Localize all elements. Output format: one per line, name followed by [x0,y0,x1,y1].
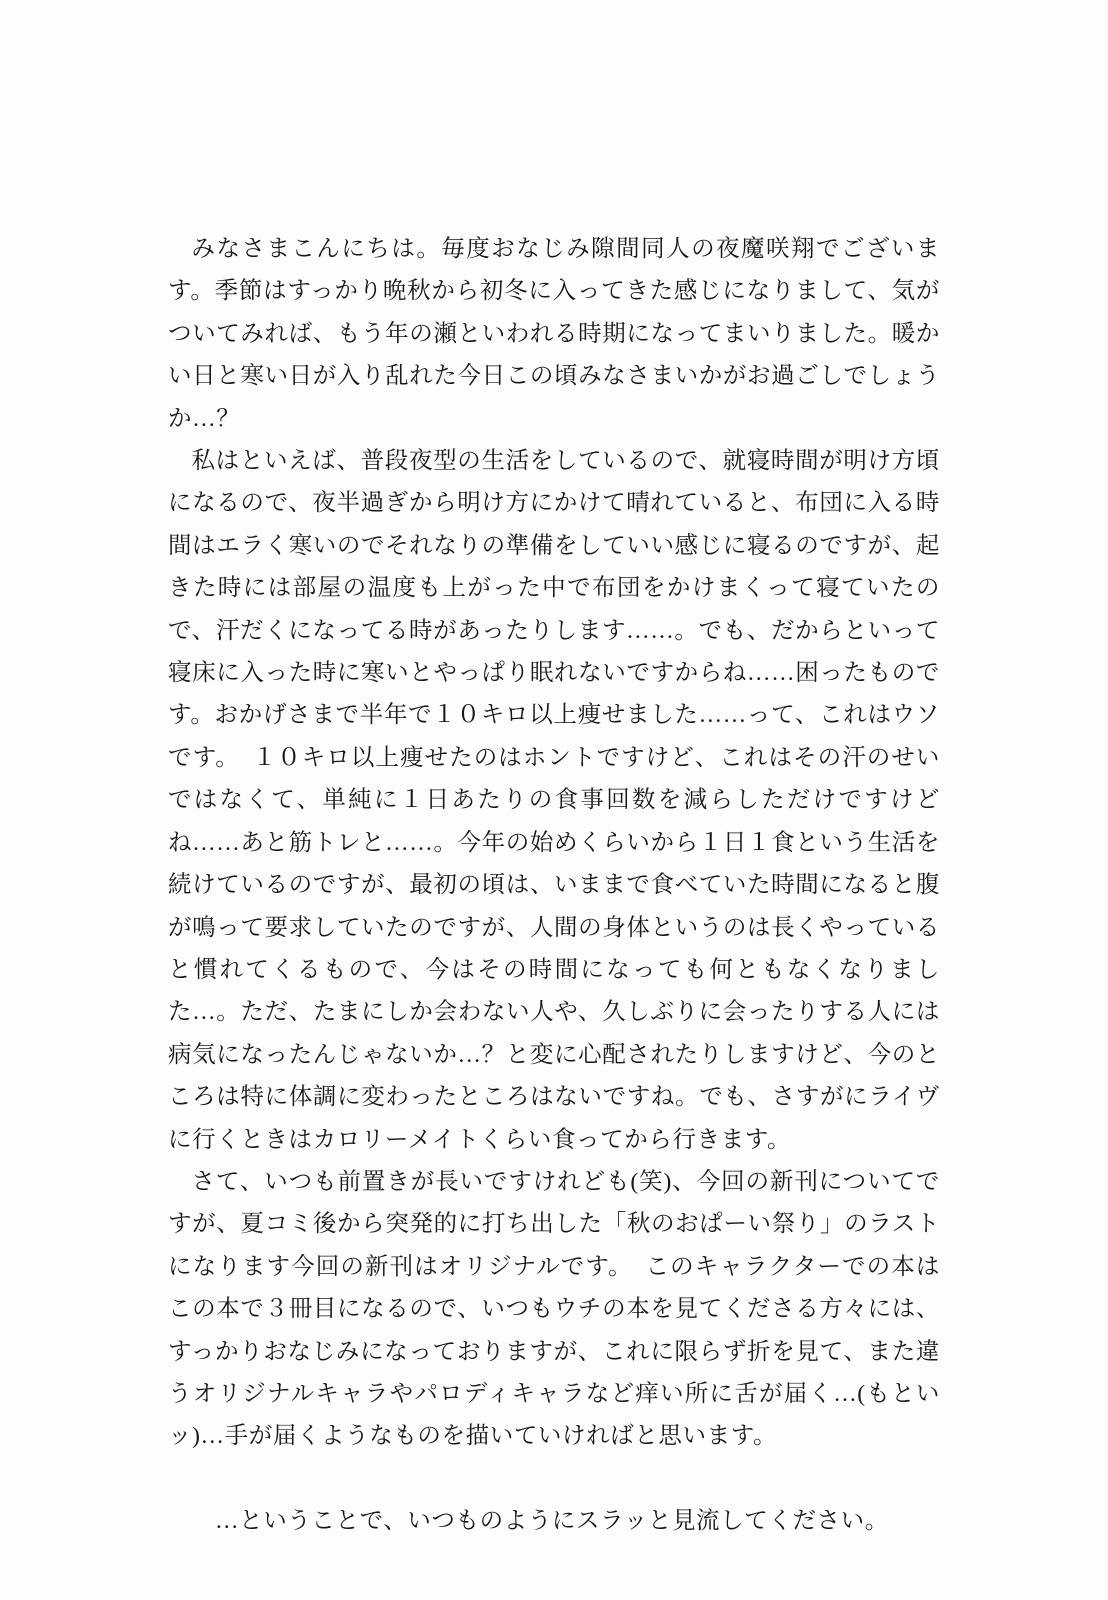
closing-line: …ということで、いつものようにスラッと見流してください。 [215,1507,889,1534]
paragraph: みなさまこんにちは。毎度おなじみ隙間同人の夜魔咲翔でございます。季節はすっかり晩秋から初冬に入ってきた感じになりまして、気がついてみれば、もう年の瀬といわれる時期になってまいりました。暖かい日と寒い日が入り乱れた今日この頃みなさまいかがお過ごしでしょうか…？ [168,236,940,432]
paragraph: 私はといえば、普段夜型の生活をしているので、就寝時間が明け方頃になるので、夜半過ぎから明け方にかけて晴れていると、布団に入る時間はエラく寒いのでそれなりの準備をしていい感じに寝るのですが、起きた時には部屋の温度も上がった中で布団をかけまくって寝ていたので、汗だくになってる時があったりします……。でも、だからといって寝床に入った時に寒いとやっぱり眠れないですからね……困ったものです。おかげさまで半年で１０キロ以上痩せました……って、これはウソです。 １０キロ以上痩せたのはホントですけど、これはその汗のせいではなくて、単純に１日あたりの食事回数を減らしただけですけどね……あと筋トレと……。今年の始めくらいから１日１食という生活を続けているのですが、最初の頃は、いままで食べていた時間になると腹が鳴って要求していたのですが、人間の身体というのは長くやっていると慣れてくるもので、今はその時間になっても何ともなくなりました…。ただ、たまにしか会わない人や、久しぶりに会ったりする人には病気になったんじゃないか…？と変に心配されたりしますけど、今のところは特に体調に変わったところはないですね。でも、さすがにライヴに行くときはカロリーメイトくらい食ってから行きます。 [168,448,940,1153]
afterword-text-block [168,228,940,1542]
paragraph: さて、いつも前置きが長いですけれども(笑)、今回の新刊についてですが、夏コミ後から突発的に打ち出した「秋のおぱーい祭り」のラストになります今回の新刊はオリジナルです。 このキャラクターでの本はこの本で３冊目になるので、いつもウチの本を見てくださる方々には、すっかりおなじみになっておりますが、これに限らず折を見て、また違うオリジナルキャラやパロディキャラなど痒い所に舌が届く…(もといッ)…手が届くようなものを描いていければと思います。 [168,1168,940,1450]
